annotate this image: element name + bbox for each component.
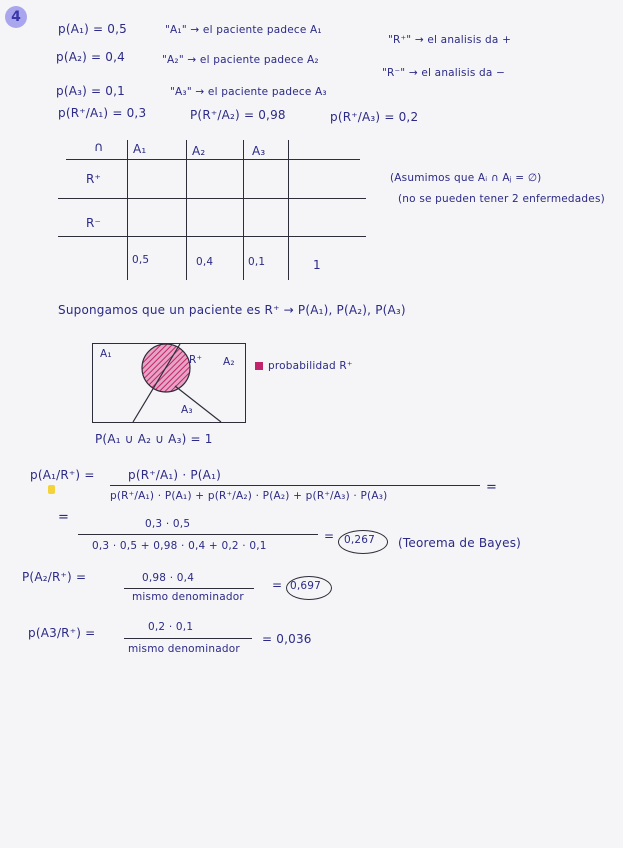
result-a3: = 0,036 <box>262 632 312 646</box>
result-a1: 0,267 <box>344 534 376 546</box>
table-header-a3: A₃ <box>252 144 266 158</box>
bayes-numerator-a2: 0,98 · 0,4 <box>142 572 195 584</box>
bayes-lhs-a2: P(A₂/R⁺) = <box>22 570 87 584</box>
bayes-denominator-a2: mismo denominador <box>132 591 244 603</box>
venn-diagram <box>92 343 246 423</box>
legend-label: probabilidad R⁺ <box>268 360 353 372</box>
table-header-a2: A₂ <box>192 144 206 158</box>
def-r-minus: "R⁻" → el analisis da − <box>382 67 506 79</box>
venn-label-a3: A₃ <box>181 404 193 416</box>
prob-r-given-a3: p(R⁺/A₃) = 0,2 <box>330 110 419 124</box>
equals-a2: = <box>272 578 283 592</box>
union-equation: P(A₁ ∪ A₂ ∪ A₃) = 1 <box>95 432 213 446</box>
prob-r-given-a1: p(R⁺/A₁) = 0,3 <box>58 106 147 120</box>
exercise-number-badge: 4 <box>5 6 27 28</box>
bayes-lhs-a3: p(A3/R⁺) = <box>28 626 96 640</box>
bayes-denominator-a3: mismo denominador <box>128 643 240 655</box>
suppose-line: Supongamos que un paciente es R⁺ → P(A₁), P(A₂), P(A₃) <box>58 303 406 317</box>
venn-label-a2: A₂ <box>223 356 235 368</box>
fraction-bar <box>78 534 318 535</box>
bayes-lhs-a1: p(A₁/R⁺) = <box>30 468 95 482</box>
venn-label-r-plus: R⁺ <box>189 354 203 366</box>
bayes-theorem-label: (Teorema de Bayes) <box>398 536 522 550</box>
note-no-two-diseases: (no se pueden tener 2 enfermedades) <box>398 193 605 205</box>
def-a3: "A₃" → el paciente padece A₃ <box>170 86 327 98</box>
table-row-r-minus: R⁻ <box>86 216 102 230</box>
bayes-numerator-a3: 0,2 · 0,1 <box>148 621 194 633</box>
fraction-bar <box>110 485 480 486</box>
prob-r-given-a2: P(R⁺/A₂) = 0,98 <box>190 108 286 122</box>
def-a1: "A₁" → el paciente padece A₁ <box>165 24 322 36</box>
table-total-a2: 0,4 <box>196 256 214 268</box>
result-a2: 0,697 <box>290 580 322 592</box>
def-a2: "A₂" → el paciente padece A₂ <box>162 54 319 66</box>
prob-a1: p(A₁) = 0,5 <box>58 22 127 36</box>
equals-left: = <box>58 510 70 525</box>
table-header-a1: A₁ <box>133 142 147 156</box>
bayes-denominator-values: 0,3 · 0,5 + 0,98 · 0,4 + 0,2 · 0,1 <box>92 540 267 552</box>
equals-right: = <box>486 480 498 495</box>
bayes-numerator-values: 0,3 · 0,5 <box>145 518 191 530</box>
table-total-a3: 0,1 <box>248 256 266 268</box>
table-row-r-plus: R⁺ <box>86 172 102 186</box>
equals-result: = <box>324 529 335 543</box>
prob-a2: p(A₂) = 0,4 <box>56 50 125 64</box>
fraction-bar <box>124 588 254 589</box>
bayes-numerator-a1: p(R⁺/A₁) · P(A₁) <box>128 468 221 482</box>
note-disjoint: (Asumimos que Aᵢ ∩ Aⱼ = ∅) <box>390 172 542 184</box>
table-corner: ∩ <box>94 140 104 155</box>
fraction-bar <box>124 638 252 639</box>
highlighter-mark <box>48 485 55 494</box>
def-r-plus: "R⁺" → el analisis da + <box>388 34 512 46</box>
table-total-sum: 1 <box>313 258 321 272</box>
prob-a3: p(A₃) = 0,1 <box>56 84 125 98</box>
bayes-denominator-a1: p(R⁺/A₁) · P(A₁) + p(R⁺/A₂) · P(A₂) + p(R⁺/A₃) · P(A₃) <box>110 490 388 502</box>
table-total-a1: 0,5 <box>132 254 150 266</box>
venn-label-a1: A₁ <box>100 348 112 360</box>
legend-swatch <box>255 362 263 370</box>
